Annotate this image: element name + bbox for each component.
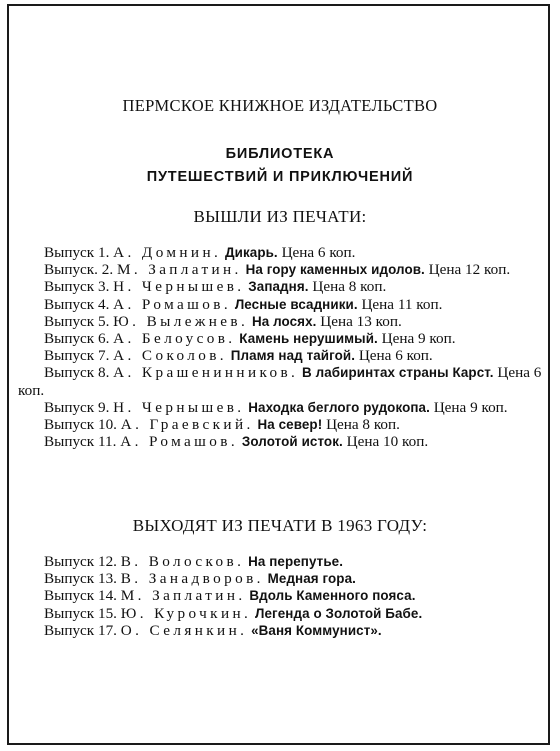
book-title: Вдоль Каменного пояса.	[249, 588, 416, 604]
list-item	[18, 587, 542, 604]
book-title: Лесные всадники.	[234, 296, 358, 312]
list-item	[18, 399, 542, 416]
price: Цена 10 коп.	[346, 433, 429, 451]
upcoming-list	[18, 553, 542, 639]
list-item	[18, 605, 542, 622]
list-item	[18, 296, 542, 313]
list-item	[18, 330, 542, 347]
author: А. Белоусов.	[113, 330, 236, 348]
author: А. Крашенинников.	[113, 364, 299, 382]
issue-number: Выпуск 14.	[44, 587, 117, 605]
author: О. Селянкин.	[120, 621, 248, 639]
issue-number: Выпуск 9.	[44, 398, 110, 416]
issue-number: Выпуск 6.	[44, 330, 110, 348]
price: Цена 8 коп.	[312, 278, 387, 296]
book-title: «Ваня Коммунист».	[251, 622, 382, 638]
issue-number: Выпуск 1.	[44, 244, 110, 261]
book-title: Западня.	[248, 279, 309, 295]
published-heading: ВЫШЛИ ИЗ ПЕЧАТИ:	[193, 207, 367, 226]
list-item	[18, 416, 542, 433]
issue-number: Выпуск 5.	[44, 312, 110, 330]
book-title: На перепутье.	[248, 554, 344, 569]
issue-number: Выпуск 4.	[44, 295, 110, 313]
book-title: Золотой исток.	[241, 434, 343, 450]
issue-number: Выпуск 8.	[44, 364, 110, 382]
list-item	[18, 278, 542, 295]
list-item	[18, 570, 542, 587]
book-title: На север!	[257, 417, 323, 433]
author: Н. Чернышев.	[113, 278, 245, 296]
author: М. Заплатин.	[116, 261, 242, 279]
book-title: Камень нерушимый.	[239, 331, 378, 347]
author: А. Соколов.	[113, 347, 227, 365]
list-item	[18, 553, 542, 570]
book-title: Медная гора.	[267, 571, 356, 587]
price: Цена 6 коп.	[358, 347, 433, 365]
author: А. Ромашов.	[120, 433, 239, 451]
price: Цена 12 коп.	[428, 261, 511, 279]
issue-number: Выпуск. 2.	[44, 261, 114, 279]
upcoming-heading: ВЫХОДЯТ ИЗ ПЕЧАТИ В 1963 ГОДУ:	[132, 516, 428, 535]
price: Цена 11 коп.	[361, 295, 443, 313]
issue-number: Выпуск 15.	[44, 604, 117, 622]
book-title: Пламя над тайгой.	[230, 348, 356, 364]
book-title: Находка беглого рудокопа.	[248, 399, 430, 415]
author: Н. Чернышев.	[113, 398, 245, 416]
publisher-name: ПЕРМСКОЕ КНИЖНОЕ ИЗДАТЕЛЬСТВО	[122, 96, 438, 115]
series-title-line-1: БИБЛИОТЕКА	[225, 146, 335, 162]
price: Цена 6 коп.	[18, 364, 542, 399]
list-item	[18, 261, 542, 278]
issue-number: Выпуск 12.	[44, 553, 117, 570]
price: Цена 13 коп.	[320, 312, 402, 330]
issue-number: Выпуск 7.	[44, 347, 110, 365]
author: А. Граевский.	[120, 416, 254, 434]
price: Цена 9 коп.	[433, 398, 508, 416]
published-list	[18, 244, 542, 450]
author: М. Заплатин.	[120, 587, 246, 605]
list-item	[18, 313, 542, 330]
issue-number: Выпуск 3.	[44, 278, 110, 296]
issue-number: Выпуск 17.	[44, 621, 117, 639]
book-title: Дикарь.	[225, 245, 278, 260]
issue-number: Выпуск 13.	[44, 570, 117, 588]
price: Цена 6 коп.	[281, 244, 356, 261]
series-title-line-2: ПУТЕШЕСТВИЙ И ПРИКЛЮЧЕНИЙ	[146, 169, 414, 185]
author: А. Ромашов.	[113, 295, 232, 313]
price: Цена 9 коп.	[381, 330, 456, 348]
issue-number: Выпуск 11.	[44, 433, 117, 451]
author: Ю. Вылежнев.	[113, 312, 249, 330]
issue-number: Выпуск 10.	[44, 416, 117, 434]
book-title: На лосях.	[251, 313, 317, 329]
list-item	[18, 622, 542, 639]
list-item	[18, 347, 542, 364]
list-item	[18, 433, 542, 450]
list-item	[18, 244, 542, 261]
author: В. Занадворов.	[120, 570, 264, 588]
series-title	[0, 143, 560, 189]
price: Цена 8 коп.	[326, 416, 400, 434]
author: Ю. Курочкин.	[120, 604, 252, 622]
book-title: Легенда о Золотой Бабе.	[255, 605, 423, 621]
author: А. Домнин.	[113, 244, 222, 261]
list-item	[18, 364, 542, 398]
book-title: На гору каменных идолов.	[245, 262, 425, 278]
author: В. Волосков.	[120, 553, 245, 570]
book-title: В лабиринтах страны Карст.	[302, 365, 494, 381]
